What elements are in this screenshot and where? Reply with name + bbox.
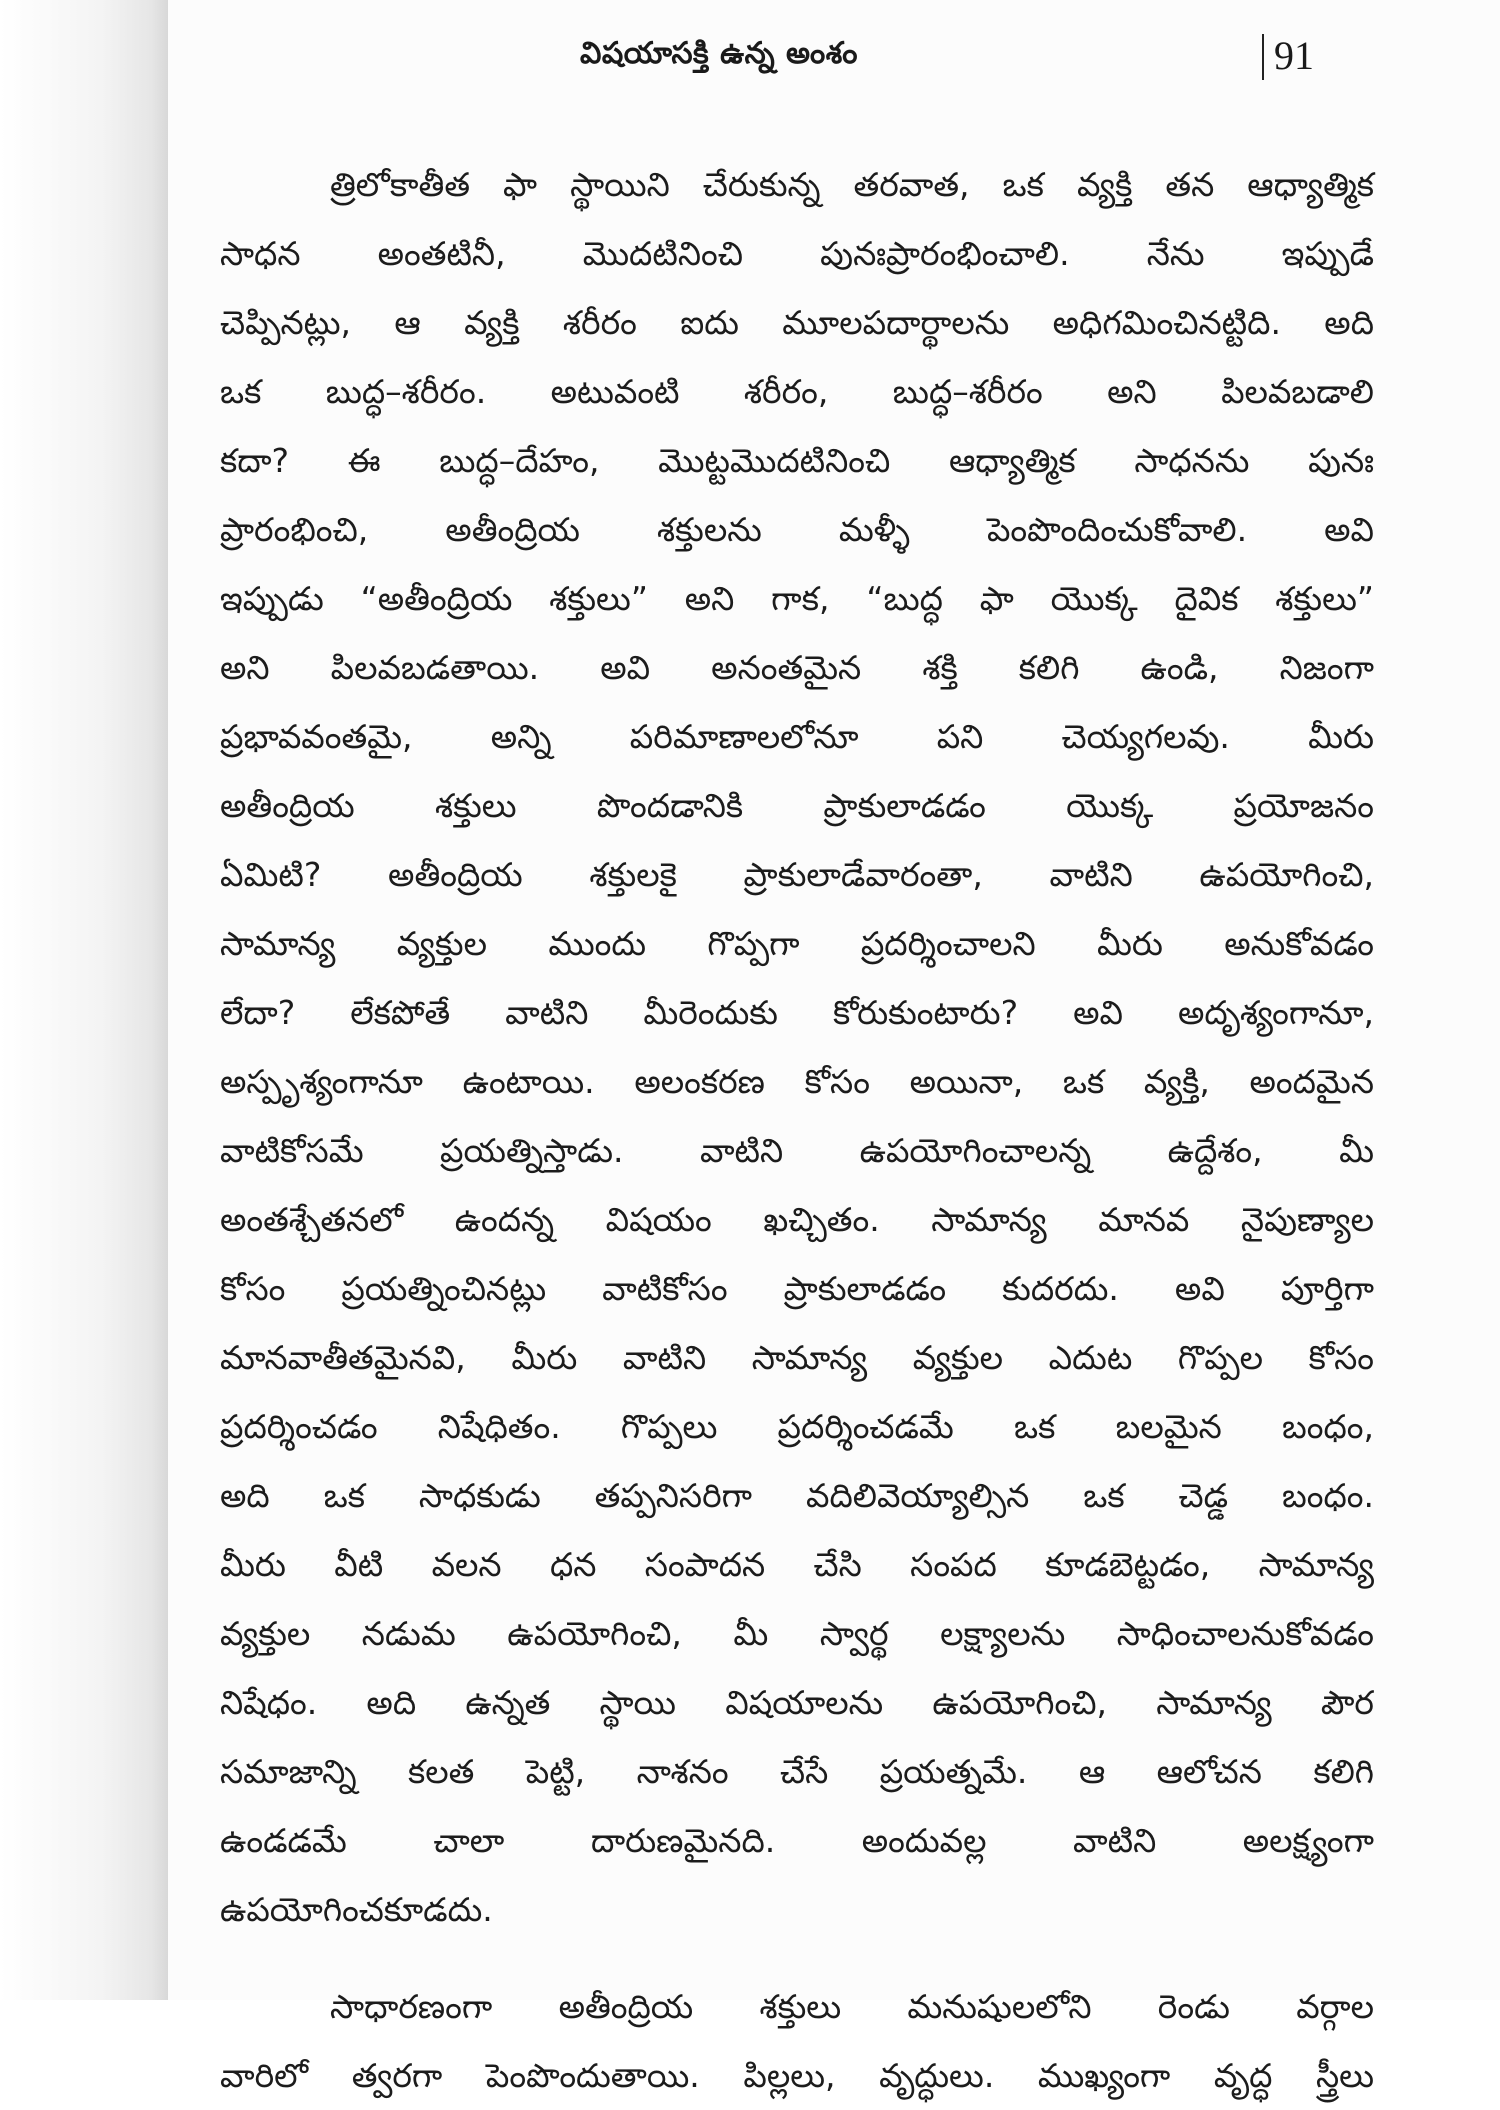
page-number: 91	[1274, 33, 1314, 78]
text-line: వాటికోసమే ప్రయత్నిస్తాడు. వాటిని ఉపయోగించాలన్న ఉద్దేశం, మీ	[220, 1131, 1374, 1170]
paragraph	[220, 1972, 1374, 2110]
text-line: సమాజాన్ని కలత పెట్టి, నాశనం చేసే ప్రయత్నమే. ఆ ఆలోచన కలిగి	[220, 1752, 1374, 1791]
text-line: ఏమిటి? అతీంద్రియ శక్తులకై ప్రాకులాడేవారంతా, వాటిని ఉపయోగించి,	[220, 855, 1374, 894]
book-gutter	[0, 0, 168, 2000]
text-line: వ్యక్తుల నడుమ ఉపయోగించి, మీ స్వార్థ లక్ష్యాలను సాధించాలనుకోవడం	[220, 1614, 1374, 1653]
header-divider	[1262, 34, 1264, 80]
body-text	[220, 150, 1374, 2110]
paragraph	[220, 150, 1374, 1944]
text-line: ప్రభావవంతమై, అన్ని పరిమాణాలలోనూ పని చెయ్యగలవు. మీరు	[220, 717, 1374, 756]
text-line: అంతశ్చేతనలో ఉందన్న విషయం ఖచ్చితం. సామాన్య మానవ నైపుణ్యాల	[220, 1200, 1374, 1239]
text-line: ఒక బుద్ధ–శరీరం. అటువంటి శరీరం, బుద్ధ–శరీరం అని పిలవబడాలి	[220, 372, 1374, 411]
text-line: కోసం ప్రయత్నించినట్లు వాటికోసం ప్రాకులాడడం కుదరదు. అవి పూర్తిగా	[220, 1269, 1374, 1308]
text-line: అతీంద్రియ శక్తులు పొందడానికి ప్రాకులాడడం యొక్క ప్రయోజనం	[220, 786, 1374, 825]
text-line: లేదా? లేకపోతే వాటిని మీరెందుకు కోరుకుంటారు? అవి అదృశ్యంగానూ,	[220, 993, 1374, 1032]
paragraph-container	[220, 150, 1374, 2110]
text-line: చెప్పినట్లు, ఆ వ్యక్తి శరీరం ఐదు మూలపదార్థాలను అధిగమించినట్టిది. అది	[220, 303, 1374, 342]
text-line: వారిలో త్వరగా పెంపొందుతాయి. పిల్లలు, వృద్ధులు. ముఖ్యంగా వృద్ధ స్త్రీలు	[220, 2056, 1374, 2095]
text-line: మీరు వీటి వలన ధన సంపాదన చేసి సంపద కూడబెట్టడం, సామాన్య	[220, 1545, 1374, 1584]
chapter-title: విషయాసక్తి ఉన్న అంశం	[580, 36, 858, 71]
text-line: ప్రారంభించి, అతీంద్రియ శక్తులను మళ్ళీ పెంపొందించుకోవాలి. అవి	[220, 510, 1374, 549]
text-line: అది ఒక సాధకుడు తప్పనిసరిగా వదిలివెయ్యాల్సిన ఒక చెడ్డ బంధం.	[220, 1476, 1374, 1515]
text-line: అని పిలవబడతాయి. అవి అనంతమైన శక్తి కలిగి ఉండి, నిజంగా	[220, 648, 1374, 687]
text-line: సాధారణంగా అతీంద్రియ శక్తులు మనుషులలోని రెండు వర్గాల	[330, 1987, 1374, 2026]
text-line: ఇప్పుడు “అతీంద్రియ శక్తులు” అని గాక, “బుద్ధ ఫా యొక్క దైవిక శక్తులు”	[220, 579, 1374, 618]
text-line: సాధన అంతటినీ, మొదటినించి పునఃప్రారంభించాలి. నేను ఇప్పుడే	[220, 234, 1374, 273]
running-header	[168, 30, 1500, 90]
text-line: సామాన్య వ్యక్తుల ముందు గొప్పగా ప్రదర్శించాలని మీరు అనుకోవడం	[220, 924, 1374, 963]
text-line: త్రిలోకాతీత ఫా స్థాయిని చేరుకున్న తరవాత, ఒక వ్యక్తి తన ఆధ్యాత్మిక	[330, 165, 1374, 204]
text-line: ప్రదర్శించడం నిషేధితం. గొప్పలు ప్రదర్శించడమే ఒక బలమైన బంధం,	[220, 1407, 1374, 1446]
text-line: ఉండడమే చాలా దారుణమైనది. అందువల్ల వాటిని అలక్ష్యంగా	[220, 1821, 1374, 1860]
paragraph-gap	[220, 1944, 1374, 1972]
text-line: నిషేధం. అది ఉన్నత స్థాయి విషయాలను ఉపయోగించి, సామాన్య పౌర	[220, 1683, 1374, 1722]
text-line: కదా? ఈ బుద్ధ–దేహం, మొట్టమొదటినించి ఆధ్యాత్మిక సాధనను పునః	[220, 441, 1374, 480]
book-page	[168, 0, 1500, 2095]
text-line: ఉపయోగించకూడదు.	[220, 1890, 493, 1929]
text-line: మానవాతీతమైనవి, మీరు వాటిని సామాన్య వ్యక్తుల ఎదుట గొప్పల కోసం	[220, 1338, 1374, 1377]
text-line: అస్పృశ్యంగానూ ఉంటాయి. అలంకరణ కోసం అయినా, ఒక వ్యక్తి, అందమైన	[220, 1062, 1374, 1101]
